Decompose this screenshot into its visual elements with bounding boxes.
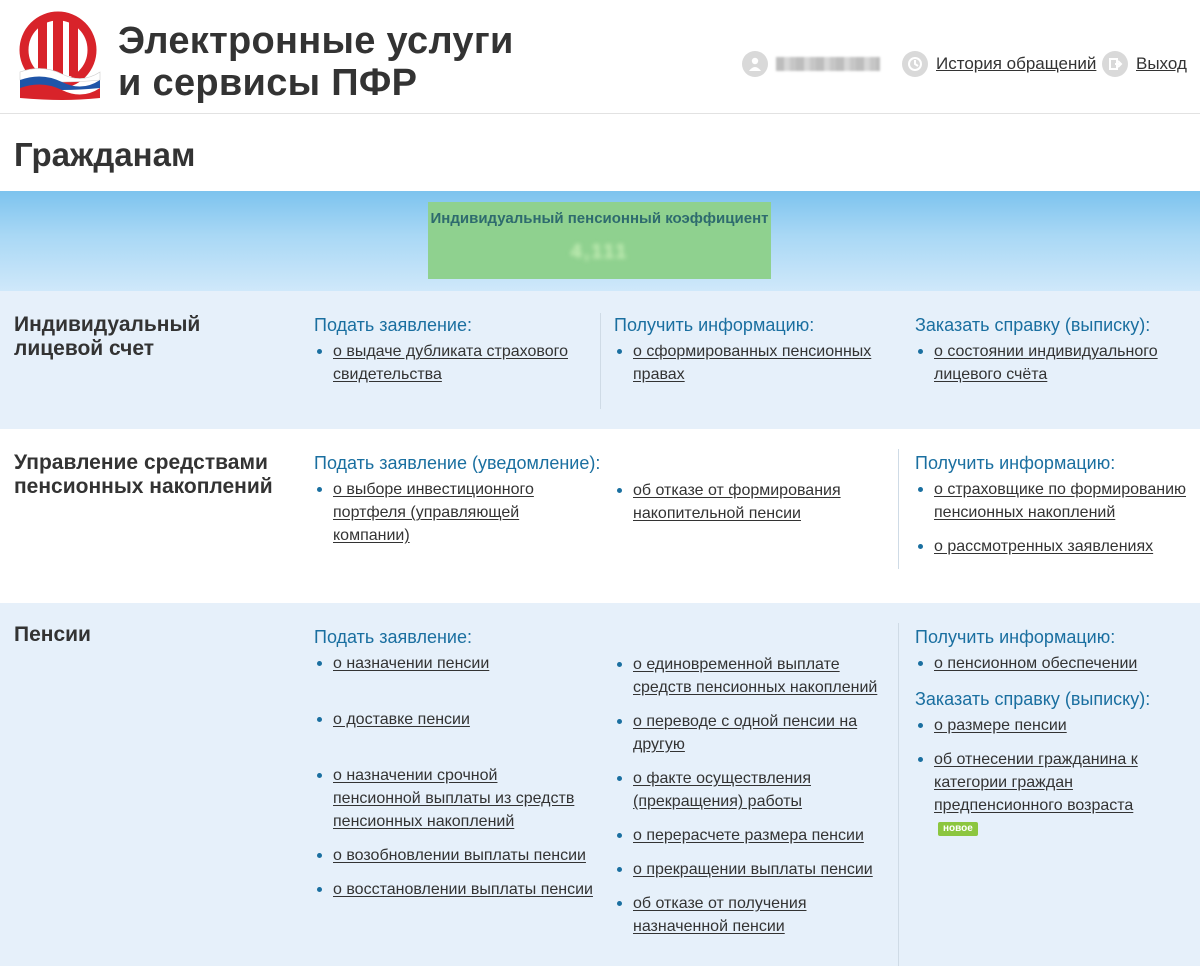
user-profile[interactable] bbox=[742, 50, 880, 78]
list-item[interactable] bbox=[915, 340, 1195, 386]
list-item[interactable] bbox=[614, 479, 894, 525]
service-link[interactable]: о страховщике по формированию пенсионных накоплений bbox=[934, 481, 1187, 521]
list-item[interactable] bbox=[614, 653, 884, 699]
column-heading: Получить информацию: bbox=[915, 627, 1116, 647]
column-apply bbox=[314, 627, 594, 912]
service-link[interactable]: о прекращении выплаты пенсии bbox=[633, 861, 873, 878]
column-certificate bbox=[915, 315, 1195, 397]
section-pension-savings bbox=[0, 429, 1200, 603]
column-heading: Получить информацию: bbox=[614, 315, 815, 335]
column-apply bbox=[314, 453, 604, 558]
history-link-label[interactable]: История обращений bbox=[936, 54, 1097, 73]
service-link[interactable]: о назначении срочной пенсионной выплаты из средств пенсионных накоплений bbox=[333, 767, 575, 830]
service-link[interactable]: о доставке пенсии bbox=[333, 711, 470, 728]
list-item[interactable] bbox=[915, 652, 1190, 675]
list-item[interactable] bbox=[314, 478, 574, 547]
column-heading: Заказать справку (выписку): bbox=[915, 689, 1151, 709]
history-icon bbox=[902, 51, 928, 77]
logout-link[interactable] bbox=[1102, 50, 1187, 78]
list-item[interactable] bbox=[314, 340, 594, 386]
site-title-line1: Электронные услуги bbox=[118, 20, 514, 62]
list-item[interactable] bbox=[915, 748, 1155, 840]
user-name-blurred bbox=[776, 57, 880, 71]
list-item[interactable] bbox=[915, 535, 1195, 558]
column-info bbox=[915, 627, 1190, 851]
ipk-box[interactable] bbox=[428, 202, 771, 279]
service-link[interactable]: о факте осуществления (прекращения) работы bbox=[633, 770, 811, 810]
column-apply-continued bbox=[614, 653, 884, 949]
site-header bbox=[0, 0, 1200, 114]
service-link[interactable]: о пенсионном обеспечении bbox=[934, 655, 1138, 672]
column-heading: Подать заявление (уведомление): bbox=[314, 453, 601, 473]
logout-icon bbox=[1102, 51, 1128, 77]
service-link[interactable]: об отнесении гражданина к категории граждан предпенсионного возраста bbox=[934, 751, 1138, 814]
new-badge: новое bbox=[938, 822, 978, 836]
service-link[interactable]: о состоянии индивидуального лицевого счёта bbox=[934, 343, 1158, 383]
service-link[interactable]: о единовременной выплате средств пенсионных накоплений bbox=[633, 656, 878, 696]
ipk-label: Индивидуальный пенсионный коэффициент bbox=[430, 210, 769, 227]
service-link[interactable]: об отказе от получения назначенной пенсии bbox=[633, 895, 807, 935]
column-heading: Заказать справку (выписку): bbox=[915, 315, 1151, 335]
section-title: Индивидуальный лицевой счет bbox=[14, 313, 201, 360]
list-item[interactable] bbox=[915, 714, 1190, 737]
service-link[interactable]: об отказе от формирования накопительной пенсии bbox=[633, 482, 841, 522]
column-apply-continued bbox=[614, 479, 894, 536]
column-heading: Подать заявление: bbox=[314, 627, 472, 647]
column-heading: Получить информацию: bbox=[915, 453, 1116, 473]
list-item[interactable] bbox=[614, 767, 884, 813]
column-divider bbox=[898, 623, 899, 966]
service-link[interactable]: о возобновлении выплаты пенсии bbox=[333, 847, 586, 864]
service-link[interactable]: о назначении пенсии bbox=[333, 655, 490, 672]
list-item[interactable] bbox=[614, 824, 884, 847]
ipk-value: 4,111 bbox=[570, 241, 629, 263]
section-title: Пенсии bbox=[14, 623, 91, 646]
site-title bbox=[118, 20, 514, 104]
column-divider bbox=[600, 313, 601, 409]
service-link[interactable]: о сформированных пенсионных правах bbox=[633, 343, 872, 383]
column-info bbox=[915, 453, 1195, 569]
list-item[interactable] bbox=[314, 878, 594, 901]
list-item[interactable] bbox=[614, 858, 884, 881]
list-item[interactable] bbox=[314, 652, 594, 675]
pfr-logo-icon[interactable] bbox=[12, 10, 104, 102]
column-divider bbox=[898, 449, 899, 569]
list-item[interactable] bbox=[614, 710, 884, 756]
column-heading: Подать заявление: bbox=[314, 315, 472, 335]
list-item[interactable] bbox=[614, 892, 884, 938]
column-apply bbox=[314, 315, 594, 397]
history-link[interactable] bbox=[902, 50, 1096, 78]
list-item[interactable] bbox=[915, 478, 1195, 524]
page-title: Гражданам bbox=[14, 136, 196, 173]
section-title: Управление средствами пенсионных накоплений bbox=[14, 451, 273, 498]
service-link[interactable]: о выборе инвестиционного портфеля (управляющей компании) bbox=[333, 481, 534, 544]
site-title-line2: и сервисы ПФР bbox=[118, 62, 418, 104]
service-link[interactable]: о восстановлении выплаты пенсии bbox=[333, 881, 593, 898]
section-pensions bbox=[0, 603, 1200, 966]
list-item[interactable] bbox=[314, 708, 594, 731]
list-item[interactable] bbox=[614, 340, 894, 386]
service-link[interactable]: о размере пенсии bbox=[934, 717, 1067, 734]
service-link[interactable]: о рассмотренных заявлениях bbox=[934, 538, 1154, 555]
list-item[interactable] bbox=[314, 844, 594, 867]
service-link[interactable]: о выдаче дубликата страхового свидетельства bbox=[333, 343, 568, 383]
section-personal-account bbox=[0, 291, 1200, 429]
user-icon bbox=[742, 51, 768, 77]
service-link[interactable]: о перерасчете размера пенсии bbox=[633, 827, 864, 844]
list-item[interactable] bbox=[314, 764, 579, 833]
logout-link-label[interactable]: Выход bbox=[1136, 54, 1187, 73]
service-link[interactable]: о переводе с одной пенсии на другую bbox=[633, 713, 858, 753]
column-info bbox=[614, 315, 894, 397]
